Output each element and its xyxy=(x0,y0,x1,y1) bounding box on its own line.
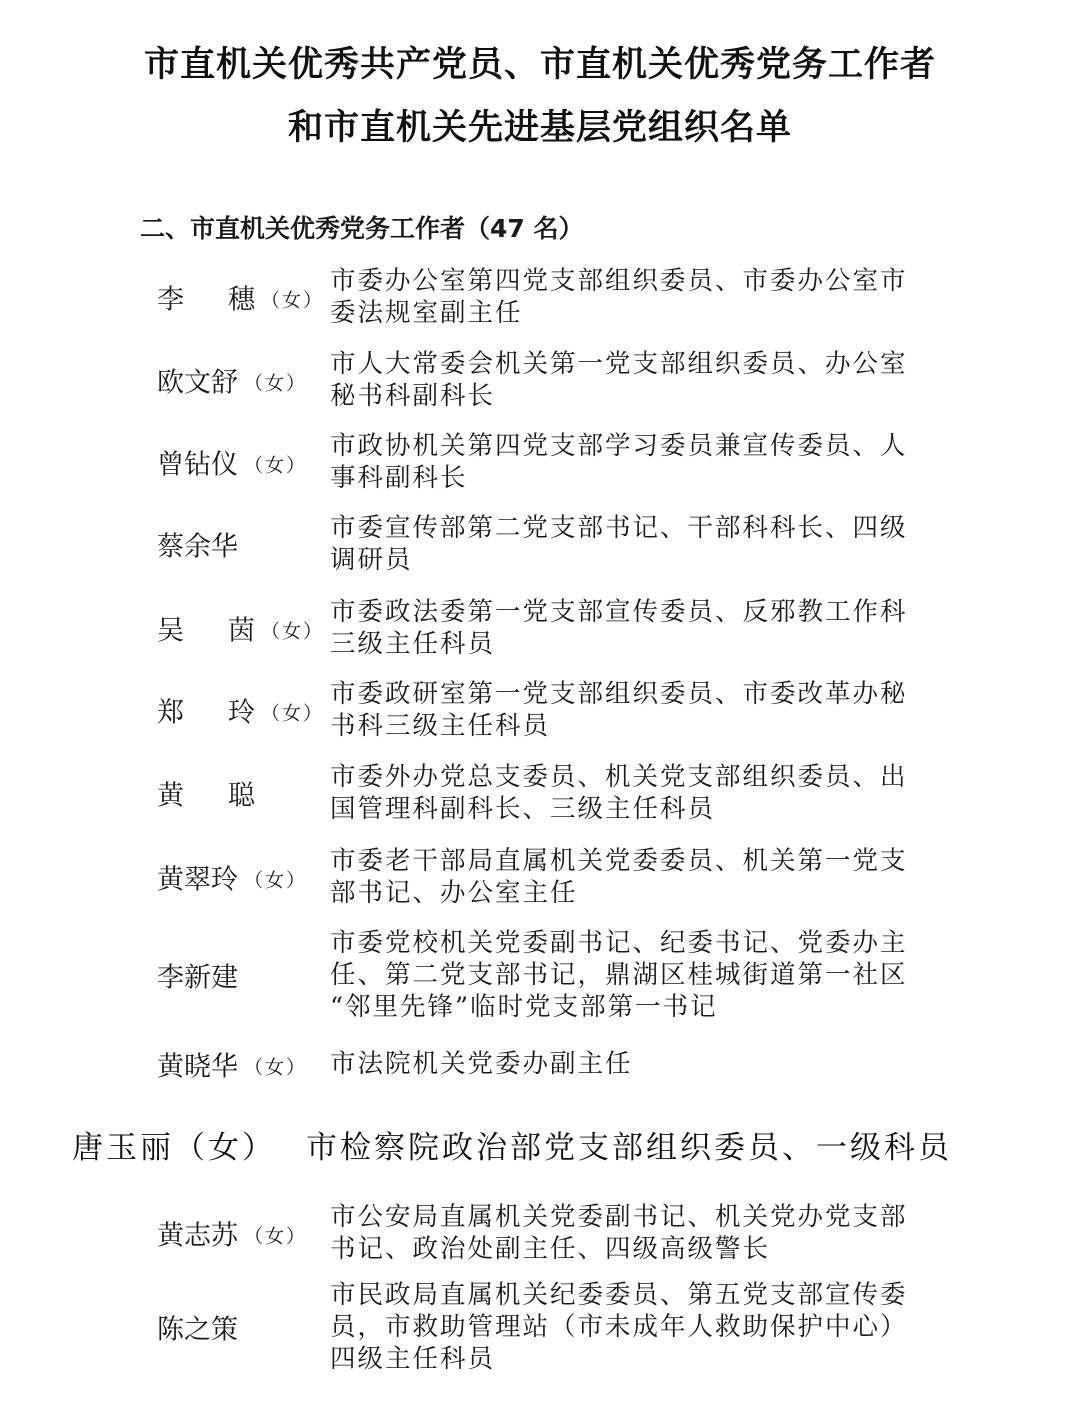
position-description: 市政协机关第四党支部学习委员兼宣传委员、人 事科副科长 xyxy=(330,431,908,493)
list-item xyxy=(0,1048,1080,1083)
person-name: 欧文舒 （女） xyxy=(157,367,308,399)
person-name: 黄志苏 （女） xyxy=(157,1220,308,1252)
person-name: 吴 茵 （女） xyxy=(157,615,325,647)
position-description: 市法院机关党委办副主任 xyxy=(330,1049,633,1079)
person-name: 李 穗 （女） xyxy=(157,284,325,316)
person-name: 曾钻仪 （女） xyxy=(157,449,308,481)
position-description: 市委宣传部第二党支部书记、干部科科长、四级 调研员 xyxy=(330,513,908,575)
list-item xyxy=(0,430,1080,494)
gender-label: （女） xyxy=(261,620,325,643)
position-description: 市检察院政治部党支部组织委员、一级科员 xyxy=(306,1130,952,1166)
list-item xyxy=(0,596,1080,660)
gender-label: （女） xyxy=(261,289,325,312)
person-name: 黄 聪 xyxy=(157,780,255,812)
gender-label: （女） xyxy=(244,1225,308,1248)
document-title-line-2: 和市直机关先进基层党组织名单 xyxy=(287,108,792,148)
position-description: 市人大常委会机关第一党支部组织委员、办公室 秘书科副科长 xyxy=(330,349,908,411)
position-description: 市公安局直属机关党委副书记、机关党办党支部 书记、政治处副主任、四级高级警长 xyxy=(330,1202,908,1264)
person-name: 唐玉丽（女） xyxy=(72,1130,276,1166)
list-item xyxy=(0,348,1080,412)
list-item xyxy=(0,265,1080,329)
position-description: 市委政法委第一党支部宣传委员、反邪教工作科 三级主任科员 xyxy=(330,597,908,659)
position-description: 市民政局直属机关纪委委员、第五党支部宣传委 员，市救助管理站（市未成年人救助保护中心） 四级主任科员 xyxy=(330,1280,908,1374)
person-name: 黄翠玲 （女） xyxy=(157,864,308,896)
highlighted-entry xyxy=(72,1122,952,1167)
position-description: 市委办公室第四党支部组织委员、市委办公室市 委法规室副主任 xyxy=(330,266,908,328)
position-description: 市委老干部局直属机关党委委员、机关第一党支 部书记、办公室主任 xyxy=(330,846,908,908)
document-title-line-1: 市直机关优秀共产党员、市直机关优秀党务工作者 xyxy=(143,45,936,85)
list-item xyxy=(0,761,1080,825)
position-description: 市委政研室第一党支部组织委员、市委改革办秘 书科三级主任科员 xyxy=(330,679,908,741)
section-heading: 二、市直机关优秀党务工作者（47 名） xyxy=(140,214,584,243)
person-name: 蔡余华 xyxy=(157,531,238,563)
person-name: 陈之策 xyxy=(157,1314,238,1346)
gender-label: （女） xyxy=(244,869,308,892)
list-item xyxy=(0,1201,1080,1265)
list-item xyxy=(0,1279,1080,1375)
gender-label: （女） xyxy=(244,1056,308,1079)
list-item xyxy=(0,512,1080,576)
gender-label: （女） xyxy=(244,372,308,395)
person-name: 郑 玲 （女） xyxy=(157,697,325,729)
gender-label: （女） xyxy=(244,454,308,477)
position-description: 市委党校机关党委副书记、纪委书记、党委办主 任、第二党支部书记，鼎湖区桂城街道第一社区 “邻里先锋”临时党支部第一书记 xyxy=(330,928,908,1022)
person-name: 李新建 xyxy=(157,962,238,994)
position-description: 市委外办党总支委员、机关党支部组织委员、出 国管理科副科长、三级主任科员 xyxy=(330,762,908,824)
list-item xyxy=(0,845,1080,909)
person-name: 黄晓华 （女） xyxy=(157,1051,308,1083)
gender-label: （女） xyxy=(261,702,325,725)
list-item xyxy=(0,678,1080,742)
list-item xyxy=(0,927,1080,1023)
